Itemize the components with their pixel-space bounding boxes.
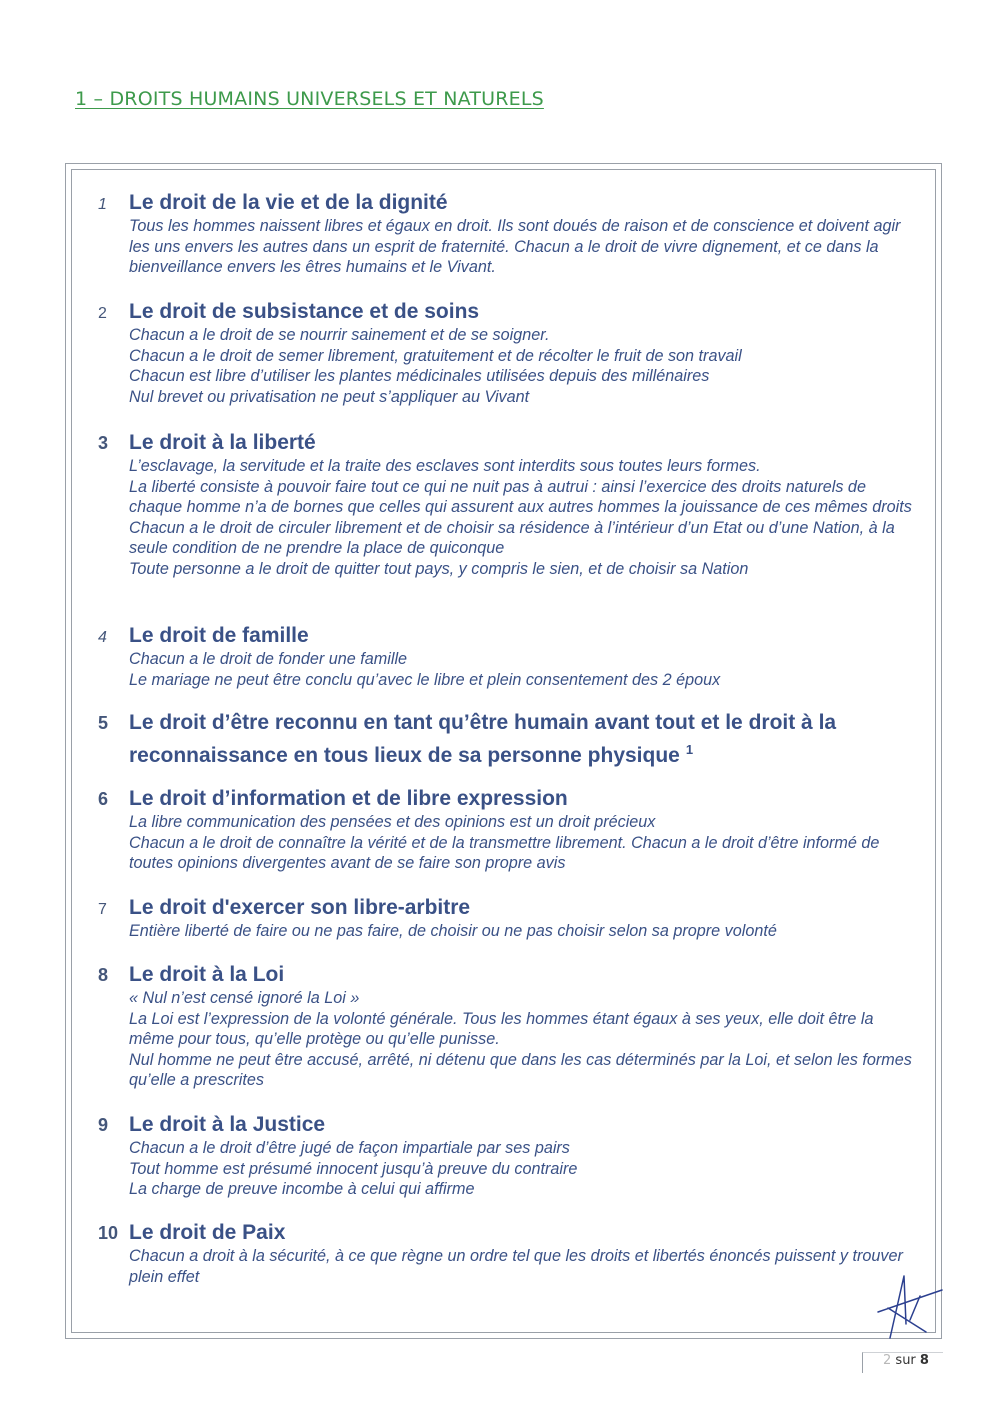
- page-number: [883, 1353, 929, 1368]
- article-line: La charge de preuve incombe à celui qui affirme: [129, 1180, 475, 1199]
- article-line: Tous les hommes naissent libres et égaux en droit. Ils sont doués de raison et de conscience et doivent agir les uns envers les autres dans un esprit de fraternité. Chacun a le droit de vivre dignement, et ce dans la bienveillance envers les êtres humains et le Vivant.: [129, 217, 901, 277]
- article-line: La liberté consiste à pouvoir faire tout ce qui ne nuit pas à autrui : ainsi l’exercice des droits naturels de chaque homme n’a de bornes que celles qui assurent aux autres hommes la jouissance de ces mêmes droits: [129, 477, 912, 517]
- article-5: [98, 709, 918, 769]
- total-pages: 8: [919, 1353, 929, 1368]
- article-line: Chacun est libre d’utiliser les plantes médicinales utilisées depuis des millénaires: [129, 367, 710, 386]
- article-title: Le droit de Paix: [129, 1221, 286, 1244]
- article-1: [98, 189, 918, 278]
- article-body: [129, 1138, 918, 1200]
- page-separator: sur: [895, 1353, 916, 1368]
- article-body: [129, 1246, 918, 1287]
- footnote-ref: 1: [685, 742, 694, 757]
- article-8: [98, 961, 918, 1091]
- current-page: 2: [883, 1353, 892, 1368]
- article-line: Nul brevet ou privatisation ne peut s’appliquer au Vivant: [129, 387, 530, 406]
- article-line: Chacun a le droit de fonder une famille: [129, 650, 408, 668]
- article-9: [98, 1111, 918, 1200]
- article-number: 2: [98, 305, 107, 322]
- article-number: 7: [98, 901, 107, 918]
- article-title: Le droit à la Loi: [129, 963, 285, 986]
- article-body: [129, 921, 918, 942]
- article-number: 5: [98, 713, 109, 733]
- article-body: [129, 812, 918, 874]
- article-number: 6: [98, 789, 109, 809]
- article-6: [98, 785, 918, 874]
- article-number: 8: [98, 965, 109, 985]
- article-line: Chacun a le droit de semer librement, gratuitement et de récolter le fruit de son travail: [129, 346, 742, 365]
- article-body: [129, 456, 918, 580]
- article-body: [129, 216, 918, 278]
- article-2: [98, 298, 918, 407]
- article-number: 9: [98, 1115, 109, 1135]
- article-line: Chacun a droit à la sécurité, à ce que règne un ordre tel que les droits et libertés énoncés puissent y trouver plein effet: [129, 1247, 903, 1286]
- article-10: [98, 1219, 918, 1287]
- article-number: 4: [98, 629, 107, 646]
- article-7: [98, 894, 918, 942]
- article-title: Le droit d’information et de libre expression: [129, 787, 568, 810]
- article-title: Le droit à la liberté: [129, 431, 316, 454]
- article-3: [98, 429, 918, 580]
- article-title: Le droit de subsistance et de soins: [129, 300, 480, 323]
- article-title: [129, 709, 918, 769]
- article-title: Le droit de la vie et de la dignité: [129, 191, 448, 214]
- article-4: [98, 622, 918, 690]
- section-title: 1 – DROITS HUMAINS UNIVERSELS ET NATURELS: [75, 88, 544, 110]
- signature-mark: [876, 1272, 946, 1340]
- article-line: Tout homme est présumé innocent jusqu’à preuve du contraire: [129, 1159, 578, 1178]
- article-line: Chacun a le droit de connaître la vérité et de la transmettre librement. Chacun a le droit d’être informé de toutes opinions divergentes avant de se faire son propre avis: [129, 833, 880, 873]
- article-line: Le mariage ne peut être conclu qu’avec le libre et plein consentement des 2 époux: [129, 670, 721, 689]
- article-body: [129, 325, 918, 407]
- article-title: Le droit à la Justice: [129, 1113, 326, 1136]
- article-number: 3: [98, 433, 109, 453]
- article-title: Le droit de famille: [129, 624, 309, 647]
- article-line: « Nul n’est censé ignoré la Loi »: [129, 989, 360, 1007]
- article-line: Toute personne a le droit de quitter tout pays, y compris le sien, et de choisir sa Nation: [129, 559, 749, 578]
- article-line: La Loi est l’expression de la volonté générale. Tous les hommes étant égaux à ses yeux, elle doit être la même pour tous, qu’elle protège ou qu’elle punisse.: [129, 1009, 874, 1049]
- article-line: La libre communication des pensées et des opinions est un droit précieux: [129, 813, 656, 831]
- article-line: Entière liberté de faire ou ne pas faire, de choisir ou ne pas choisir selon sa propre volonté: [129, 922, 777, 940]
- article-line: Chacun a le droit de circuler librement et de choisir sa résidence à l’intérieur d’un Etat ou d’une Nation, à la seule condition de ne prendre la place de quiconque: [129, 518, 895, 558]
- article-body: [129, 649, 918, 690]
- article-line: Chacun a le droit d’être jugé de façon impartiale par ses pairs: [129, 1139, 570, 1157]
- article-body: [129, 988, 918, 1091]
- article-number: 10: [98, 1223, 119, 1243]
- article-line: Chacun a le droit de se nourrir sainement et de se soigner.: [129, 326, 550, 344]
- article-line: L’esclavage, la servitude et la traite des esclaves sont interdits sous toutes leurs formes.: [129, 457, 761, 475]
- article-title: Le droit d'exercer son libre-arbitre: [129, 896, 471, 919]
- article-title-text: Le droit d’être reconnu en tant qu’être humain avant tout et le droit à la reconnaissance en tous lieux de sa personne physique: [129, 711, 837, 767]
- article-number: 1: [98, 196, 107, 213]
- article-line: Nul homme ne peut être accusé, arrêté, ni détenu que dans les cas déterminés par la Loi, et selon les formes qu’elle a prescrites: [129, 1050, 912, 1090]
